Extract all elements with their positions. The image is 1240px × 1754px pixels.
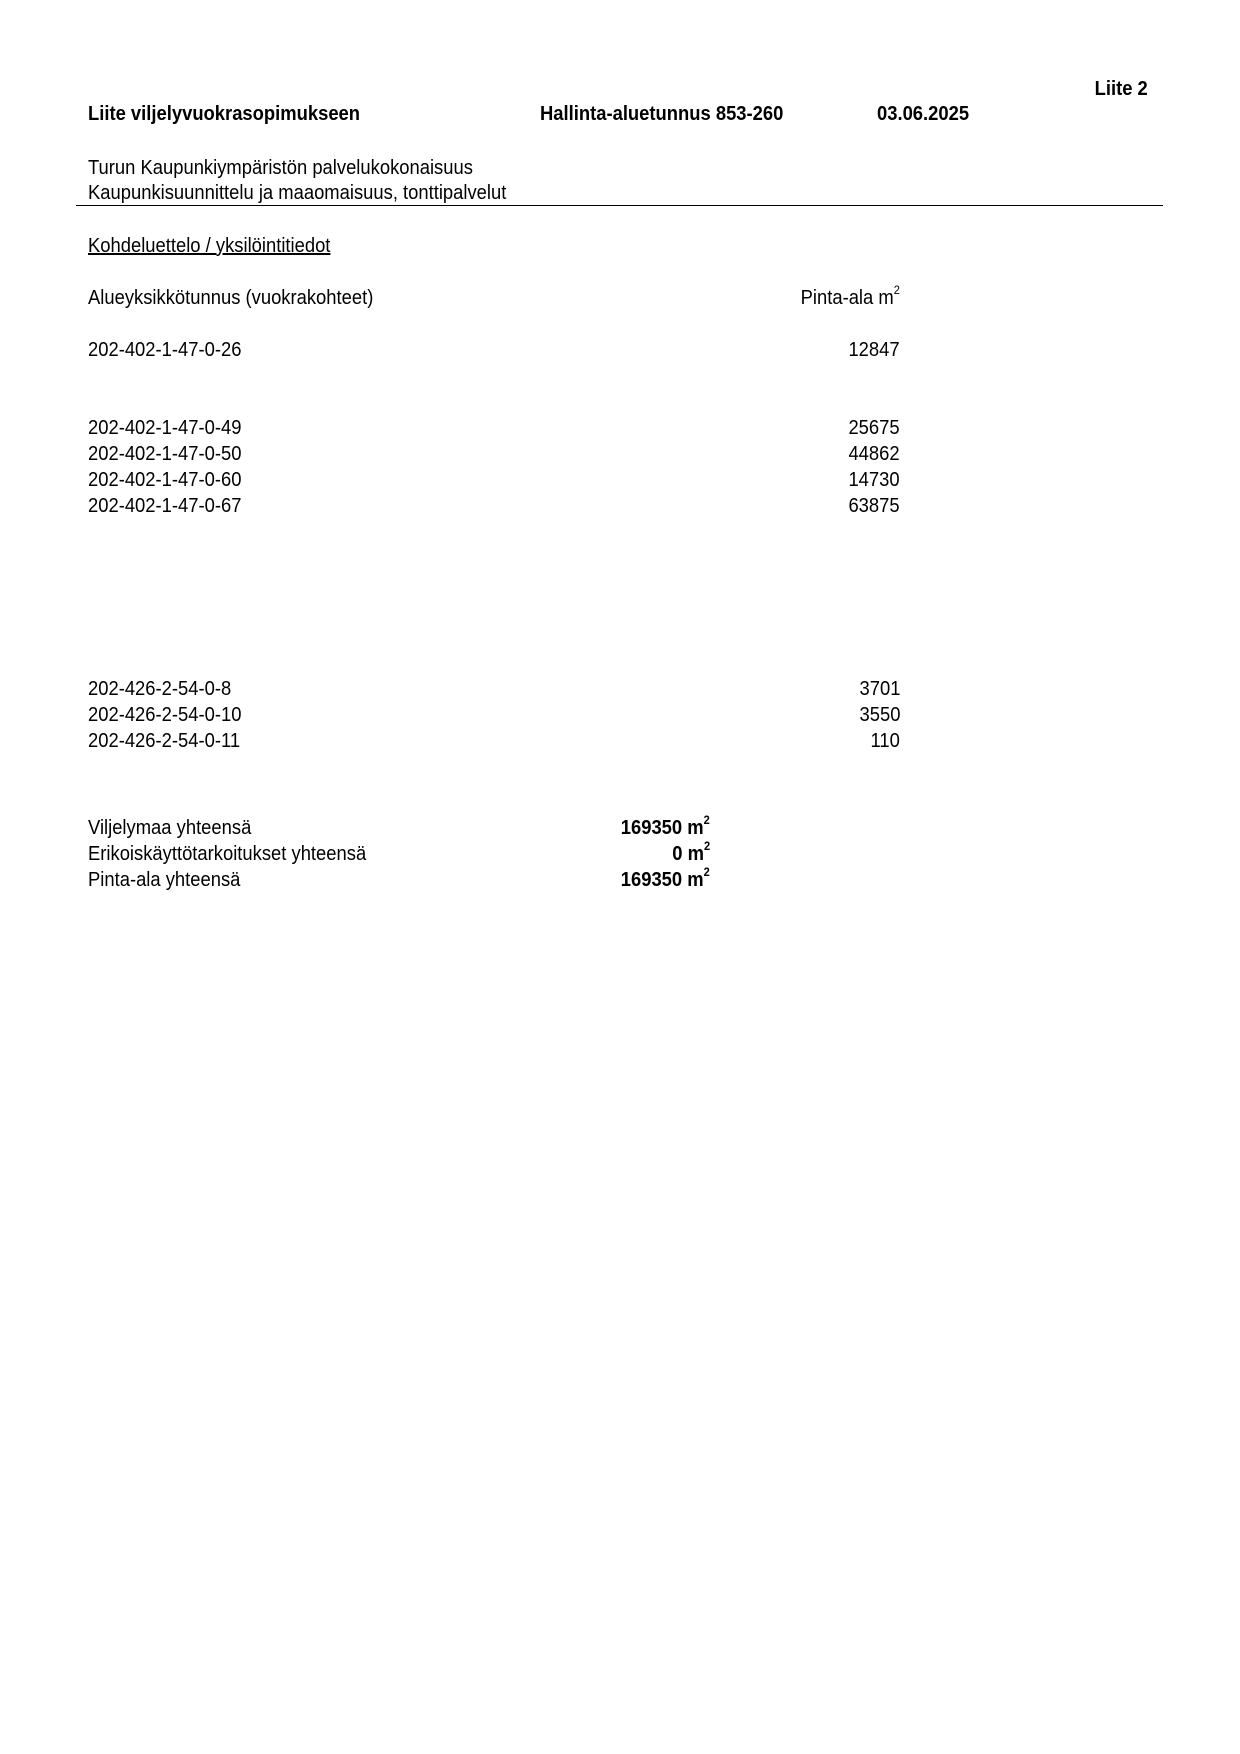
unit-id: 202-426-2-54-0-8 xyxy=(88,678,232,700)
table-row xyxy=(0,467,1240,493)
column-header-area-sup: 2 xyxy=(893,283,900,298)
document-title: Liite viljelyvuokrasopimukseen xyxy=(88,103,361,125)
total-value xyxy=(672,841,710,867)
total-value-text: 0 m xyxy=(672,843,704,865)
column-header-area-text: Pinta-ala m xyxy=(800,287,894,309)
total-value-sup: 2 xyxy=(703,865,710,880)
unit-area: 110 xyxy=(870,730,900,752)
document-date: 03.06.2025 xyxy=(877,103,970,125)
total-value-sup: 2 xyxy=(703,839,710,854)
table-row xyxy=(0,728,1240,754)
total-row xyxy=(0,841,1240,867)
table-row xyxy=(0,337,1240,363)
unit-id: 202-402-1-47-0-49 xyxy=(88,417,242,439)
table-row xyxy=(0,493,1240,519)
table-row xyxy=(0,415,1240,441)
unit-area: 12847 xyxy=(848,339,900,361)
column-header-id: Alueyksikkötunnus (vuokrakohteet) xyxy=(88,287,374,309)
unit-area: 25675 xyxy=(848,417,900,439)
total-label: Erikoiskäyttötarkoitukset yhteensä xyxy=(88,843,367,865)
total-value xyxy=(621,815,710,841)
section-title: Kohdeluettelo / yksilöintitiedot xyxy=(88,235,331,257)
header-divider xyxy=(76,205,1163,206)
unit-id: 202-402-1-47-0-67 xyxy=(88,495,242,517)
unit-id: 202-426-2-54-0-10 xyxy=(88,704,242,726)
attachment-number: Liite 2 xyxy=(1094,78,1148,100)
table-row xyxy=(0,676,1240,702)
admin-area-code: Hallinta-aluetunnus 853-260 xyxy=(540,103,784,125)
unit-id: 202-402-1-47-0-60 xyxy=(88,469,242,491)
unit-id: 202-402-1-47-0-26 xyxy=(88,339,242,361)
organization-line-2: Kaupunkisuunnittelu ja maaomaisuus, tonttipalvelut xyxy=(88,182,507,204)
unit-area: 3701 xyxy=(859,678,900,700)
table-row xyxy=(0,702,1240,728)
total-value-text: 169350 m xyxy=(620,817,704,839)
total-row xyxy=(0,867,1240,893)
unit-id: 202-426-2-54-0-11 xyxy=(88,730,241,752)
table-row xyxy=(0,441,1240,467)
unit-area: 44862 xyxy=(848,443,900,465)
unit-area: 63875 xyxy=(848,495,900,517)
total-value-sup: 2 xyxy=(703,813,710,828)
column-header-area xyxy=(801,285,900,311)
unit-area: 3550 xyxy=(859,704,900,726)
total-value xyxy=(621,867,710,893)
total-value-text: 169350 m xyxy=(620,869,704,891)
total-label: Pinta-ala yhteensä xyxy=(88,869,241,891)
total-label: Viljelymaa yhteensä xyxy=(88,817,252,839)
unit-area: 14730 xyxy=(848,469,900,491)
organization-line-1: Turun Kaupunkiympäristön palvelukokonaisuus xyxy=(88,157,473,179)
total-row xyxy=(0,815,1240,841)
unit-id: 202-402-1-47-0-50 xyxy=(88,443,242,465)
